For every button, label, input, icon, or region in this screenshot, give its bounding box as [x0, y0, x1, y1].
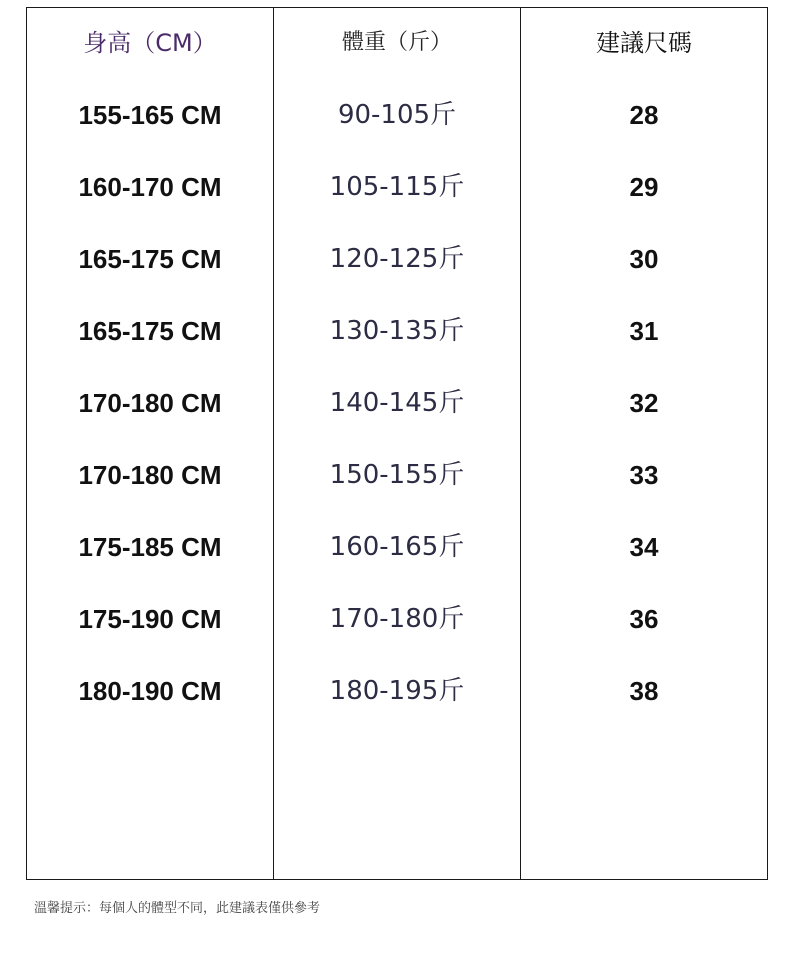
weight-cell: 90-105斤 — [337, 100, 457, 130]
size-cell: 33 — [629, 460, 659, 490]
height-cell: 165-175 CM — [78, 316, 222, 346]
size-cell: 31 — [629, 316, 659, 346]
height-cell: 170-180 CM — [78, 388, 222, 418]
height-cell: 170-180 CM — [78, 460, 222, 490]
size-cell: 30 — [629, 244, 659, 274]
height-cell: 180-190 CM — [78, 676, 222, 706]
size-column-header: 建議尺碼 — [596, 29, 692, 57]
weight-cell: 150-155斤 — [329, 460, 465, 490]
height-cell: 175-185 CM — [78, 532, 222, 562]
size-cell: 34 — [629, 532, 659, 562]
weight-cell: 120-125斤 — [329, 244, 465, 274]
size-cell: 29 — [629, 172, 659, 202]
weight-column-header: 體重（斤） — [341, 30, 452, 55]
height-column-header: 身高（CM） — [83, 29, 217, 57]
weight-cell: 170-180斤 — [329, 604, 465, 634]
weight-cell: 160-165斤 — [329, 532, 465, 562]
size-cell: 38 — [629, 676, 659, 706]
weight-cell: 180-195斤 — [329, 676, 465, 706]
footnote: 溫馨提示：每個人的體型不同，此建議表僅供參考 — [34, 901, 321, 916]
size-cell: 28 — [629, 100, 659, 130]
height-cell: 160-170 CM — [78, 172, 222, 202]
weight-cell: 130-135斤 — [329, 316, 465, 346]
height-cell: 155-165 CM — [78, 100, 222, 130]
weight-column — [274, 8, 521, 879]
size-column — [521, 8, 767, 879]
height-cell: 165-175 CM — [78, 244, 222, 274]
size-cell: 36 — [629, 604, 659, 634]
height-cell: 175-190 CM — [78, 604, 222, 634]
weight-cell: 140-145斤 — [329, 388, 465, 418]
size-cell: 32 — [629, 388, 659, 418]
weight-cell: 105-115斤 — [329, 172, 465, 202]
height-column — [27, 8, 274, 879]
size-chart-table — [26, 7, 768, 880]
